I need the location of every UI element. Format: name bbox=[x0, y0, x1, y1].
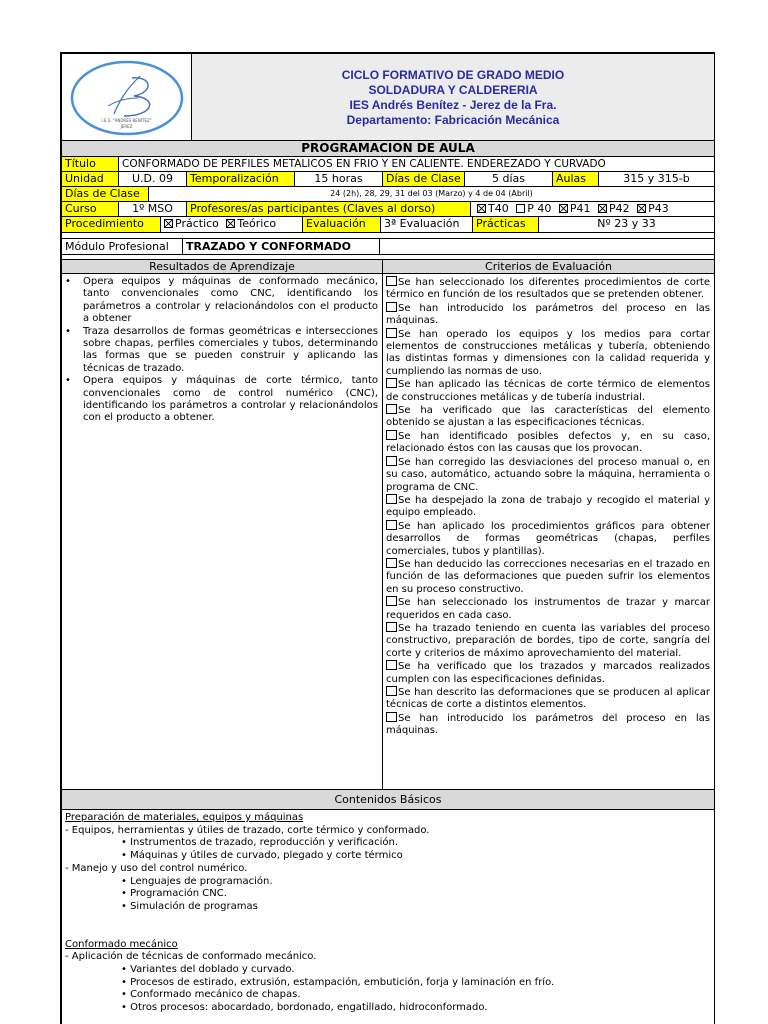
aulas-label: Aulas bbox=[552, 172, 598, 186]
criterio-checkbox[interactable] bbox=[386, 328, 397, 338]
resultado-item: • Opera equipos y máquinas de corte térmico, tanto convencionales como de control numérico (CNC), identificando los parámetros a controlar y relacionándolos con el producto a obtener. bbox=[62, 375, 378, 425]
contenidos-line: - Aplicación de técnicas de conformado mecánico. bbox=[65, 951, 317, 963]
p41-checkbox[interactable] bbox=[559, 204, 568, 213]
section-title: PROGRAMACION DE AULA bbox=[301, 141, 475, 155]
criterio-checkbox[interactable] bbox=[386, 686, 397, 696]
procedimiento-row bbox=[62, 217, 714, 233]
header-line-3: IES Andrés Benítez - Jerez de la Fra. bbox=[349, 98, 557, 112]
aulas-value: 315 y 315-b bbox=[598, 172, 714, 186]
logo-cell bbox=[62, 54, 191, 140]
procedimiento-options bbox=[160, 217, 302, 232]
header-line-4: Departamento: Fabricación Mecánica bbox=[346, 113, 560, 127]
profesores-checkboxes bbox=[470, 202, 714, 216]
contenidos-heading: Contenidos Básicos bbox=[334, 793, 442, 806]
criterio-item: Se han seleccionado los instrumentos de trazar y marcar requeridos en cada caso. bbox=[386, 597, 710, 621]
practico-checkbox[interactable] bbox=[164, 219, 173, 228]
criterio-item: Se han operado los equipos y los medios para cortar elementos de construcciones metálicas y tubería, obteniendo las distintas formas y dimensiones con la calidad requerida y cumpliendo las normas de uso. bbox=[386, 328, 710, 377]
criterio-checkbox[interactable] bbox=[386, 302, 397, 312]
criterio-checkbox[interactable] bbox=[386, 558, 397, 568]
columns-header-row bbox=[62, 259, 714, 274]
document-page bbox=[60, 52, 715, 1024]
p43-label: P43 bbox=[648, 202, 669, 215]
resultados-heading: Resultados de Aprendizaje bbox=[149, 260, 295, 273]
resultados-column bbox=[62, 274, 382, 789]
practico-label: Práctico bbox=[175, 217, 219, 230]
contenidos-heading-row bbox=[62, 790, 714, 810]
t40-checkbox[interactable] bbox=[477, 204, 486, 213]
p40-label: P 40 bbox=[527, 202, 552, 215]
criterio-checkbox[interactable] bbox=[386, 596, 397, 606]
criterios-heading: Criterios de Evaluación bbox=[382, 260, 714, 273]
criterio-checkbox[interactable] bbox=[386, 712, 397, 722]
contenidos-bullet: • Máquinas y útiles de curvado, plegado y corte térmico bbox=[121, 850, 403, 862]
criterio-item: Se ha verificado que las características del elemento obtenido se ajustan a las especificaciones técnicas. bbox=[386, 405, 710, 429]
logo-caption-1: I.E.S. "ANDRÉS BENÍTEZ" bbox=[101, 118, 152, 123]
criterio-item: Se han introducido los parámetros del proceso en las máquinas. bbox=[386, 302, 710, 327]
contenidos-bullet: • Otros procesos: abocardado, bordonado, engatillado, hidroconformado. bbox=[121, 1002, 488, 1014]
dias-clase-row-value: 24 (2h), 28, 29, 31 del 03 (Marzo) y 4 de 04 (Abril) bbox=[148, 187, 714, 201]
section-title-row bbox=[62, 141, 714, 157]
criterio-checkbox[interactable] bbox=[386, 404, 397, 414]
contenidos-bullet: • Programación CNC. bbox=[121, 888, 227, 900]
contenidos-bullet: • Variantes del doblado y curvado. bbox=[121, 964, 295, 976]
dias-clase-label: Días de Clase bbox=[382, 172, 464, 186]
temporalizacion-label: Temporalización bbox=[186, 172, 294, 186]
p42-checkbox[interactable] bbox=[598, 204, 607, 213]
contenidos-body bbox=[65, 812, 710, 1015]
unidad-label: Unidad bbox=[62, 172, 118, 186]
dias-clase-row-label: Días de Clase bbox=[62, 187, 148, 201]
practicas-value: Nº 23 y 33 bbox=[538, 217, 714, 232]
p40-checkbox[interactable] bbox=[516, 204, 525, 213]
criterio-checkbox[interactable] bbox=[386, 276, 397, 286]
contenidos-bullet: • Procesos de estirado, extrusión, estampación, embutición, forja y laminación en frío. bbox=[121, 976, 555, 988]
header-text-cell bbox=[191, 54, 714, 140]
contenidos-line: - Manejo y uso del control numérico. bbox=[65, 862, 248, 874]
unidad-value: U.D. 09 bbox=[118, 172, 186, 186]
contenidos-bullet: • Conformado mecánico de chapas. bbox=[121, 989, 301, 1001]
criterio-item: Se han deducido las correcciones necesarias en el trazado en función de las deformaciones que pueden sufrir los elementos en su proceso constructivo. bbox=[386, 558, 710, 595]
resultados-list bbox=[62, 276, 378, 425]
unidad-row bbox=[62, 172, 714, 187]
criterio-item: Se han introducido los parámetros del proceso en las máquinas. bbox=[386, 712, 710, 737]
titulo-label: Título bbox=[62, 157, 118, 171]
contenidos-section-title: Preparación de materiales, equipos y máquinas bbox=[65, 812, 304, 823]
criterio-item: Se han corregido las desviaciones del proceso manual o, en su caso, automático, actuando sobre la máquina, herramienta o programa de CNC. bbox=[386, 456, 710, 493]
p43-checkbox[interactable] bbox=[637, 204, 646, 213]
criterio-checkbox[interactable] bbox=[386, 378, 397, 388]
dias-clase-row bbox=[62, 187, 714, 202]
dias-clase-value: 5 días bbox=[464, 172, 552, 186]
t40-label: T40 bbox=[488, 202, 509, 215]
curso-label: Curso bbox=[62, 202, 118, 216]
columns-body-row bbox=[62, 274, 714, 790]
contenidos-bullet: • Lenguajes de programación. bbox=[121, 875, 273, 887]
contenidos-section-title: Conformado mecánico bbox=[65, 938, 178, 950]
procedimiento-label: Procedimiento bbox=[62, 217, 160, 232]
evaluacion-value: 3ª Evaluación bbox=[380, 217, 472, 232]
criterio-checkbox[interactable] bbox=[386, 456, 397, 466]
criterio-item: Se ha despejado la zona de trabajo y recogido el material y equipo empleado. bbox=[386, 494, 710, 519]
contenidos-line: - Equipos, herramientas y útiles de trazado, corte térmico y conformado. bbox=[65, 824, 430, 836]
teorico-checkbox[interactable] bbox=[226, 219, 235, 228]
criterio-checkbox[interactable] bbox=[386, 494, 397, 504]
criterios-column bbox=[382, 274, 714, 789]
criterio-checkbox[interactable] bbox=[386, 520, 397, 530]
contenidos-bullet: • Simulación de programas bbox=[121, 900, 258, 912]
header-line-2: SOLDADURA Y CALDERERIA bbox=[368, 83, 538, 97]
evaluacion-label: Evaluación bbox=[302, 217, 380, 232]
contenidos-bullet: • Instrumentos de trazado, reproducción y verificación. bbox=[121, 837, 399, 849]
logo-caption-2: JEREZ bbox=[120, 124, 133, 129]
modulo-label: Módulo Profesional bbox=[65, 240, 169, 253]
modulo-value: TRAZADO Y CONFORMADO bbox=[182, 239, 380, 254]
header-line-1: CICLO FORMATIVO DE GRADO MEDIO bbox=[341, 68, 565, 82]
criterio-item: Se han aplicado los procedimientos gráficos para obtener desarrollos de formas geométricas (chapas, perfiles comerciales, tubos y plantillas). bbox=[386, 520, 710, 557]
curso-row bbox=[62, 202, 714, 217]
temporalizacion-value: 15 horas bbox=[294, 172, 382, 186]
profesores-label: Profesores/as participantes (Claves al dorso) bbox=[186, 202, 470, 216]
document-header bbox=[62, 52, 714, 141]
practicas-label: Prácticas bbox=[472, 217, 538, 232]
p41-label: P41 bbox=[569, 202, 591, 215]
titulo-value: CONFORMADO DE PERFILES METALICOS EN FRIO Y EN CALIENTE. ENDEREZADO Y CURVADO bbox=[118, 157, 714, 171]
resultado-item: • Traza desarrollos de formas geométricas e intersecciones sobre chapas, perfiles comerciales y tubos, determinando las formas que se pueden construir y aplicando las técnicas de trazado. bbox=[62, 326, 378, 376]
p42-label: P42 bbox=[609, 202, 630, 215]
criterio-item: Se han identificado posibles defectos y, en su caso, relacionado éstos con las causas que los provocan. bbox=[386, 430, 710, 455]
teorico-label: Teórico bbox=[237, 217, 277, 230]
criterio-checkbox[interactable] bbox=[386, 622, 397, 632]
titulo-row bbox=[62, 157, 714, 172]
criterio-checkbox[interactable] bbox=[386, 660, 397, 670]
criterio-item: Se han aplicado las técnicas de corte térmico de elementos de construcciones metálicas y de tubería industrial. bbox=[386, 379, 710, 403]
criterio-item: Se ha trazado teniendo en cuenta las variables del proceso constructivo, preparación de bordes, tipo de corte, sangría del corte y criterios de máximo aprovechamiento del material. bbox=[386, 622, 710, 659]
criterio-item: Se han seleccionado los diferentes procedimientos de corte térmico en función de los resultados que se pretenden obtener. bbox=[386, 277, 710, 301]
criterio-checkbox[interactable] bbox=[386, 430, 397, 440]
curso-value: 1º MSO bbox=[118, 202, 186, 216]
criterio-item: Se han descrito las deformaciones que se producen al aplicar técnicas de corte a distintos elementos. bbox=[386, 687, 710, 711]
criterio-item: Se ha verificado que los trazados y marcados realizados cumplen con las especificaciones definidas. bbox=[386, 661, 710, 685]
resultado-item: • Opera equipos y máquinas de conformado mecánico, tanto convencionales como CNC, identificando los parámetros a controlar y relacionándolos con el producto a obtener bbox=[62, 276, 378, 326]
modulo-row bbox=[62, 238, 714, 255]
